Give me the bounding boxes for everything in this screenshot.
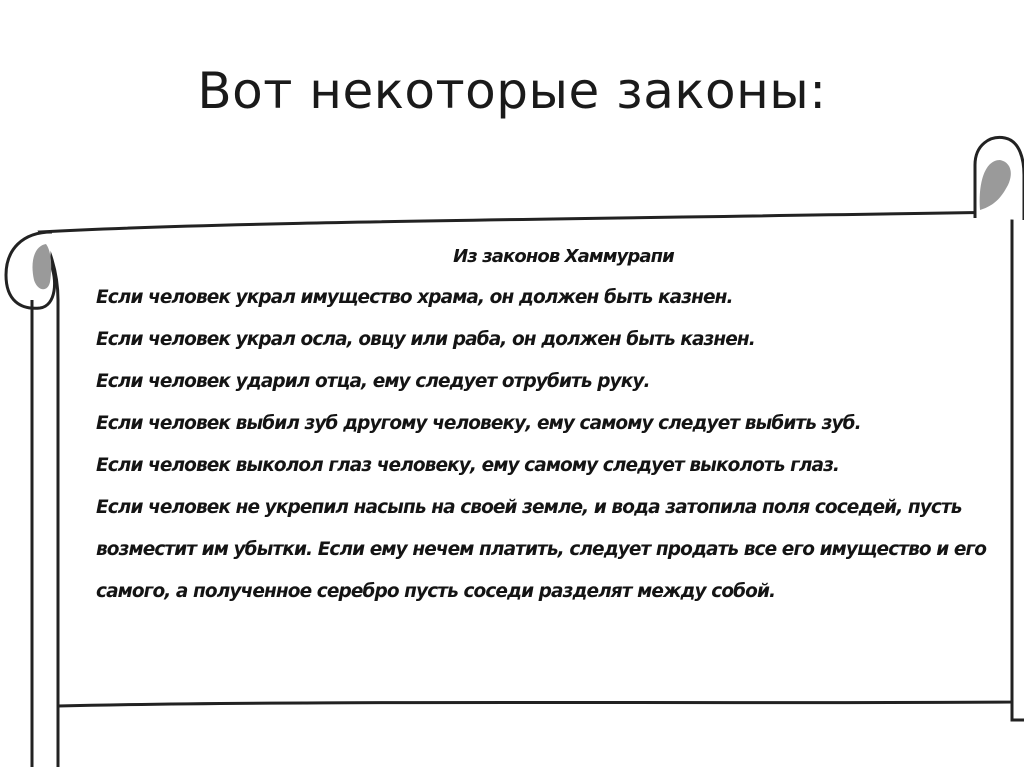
scroll-text-block <box>96 246 1001 613</box>
law-item: Если человек выколол глаз человеку, ему самому следует выколоть глаз. <box>96 455 840 476</box>
law-item: Если человек украл имущество храма, он должен быть казнен. <box>96 287 733 308</box>
law-item: Если человек не укрепил насыпь на своей земле, и вода затопила поля соседей, пусть возместит им убытки. Если ему нечем платить, следует продать все его имущество и его самого, а полученное серебро пусть соседи разделят между собой. <box>96 497 987 602</box>
slide-title: Вот некоторые законы: <box>197 62 827 120</box>
law-item: Если человек украл осла, овцу или раба, он должен быть казнен. <box>96 329 755 350</box>
scroll-heading: Из законов Хаммурапи <box>453 246 674 267</box>
scroll-right-bottom-edge <box>1012 700 1024 720</box>
law-item: Если человек ударил отца, ему следует отрубить руку. <box>96 371 650 392</box>
law-item: Если человек выбил зуб другому человеку, ему самому следует выбить зуб. <box>96 413 861 434</box>
